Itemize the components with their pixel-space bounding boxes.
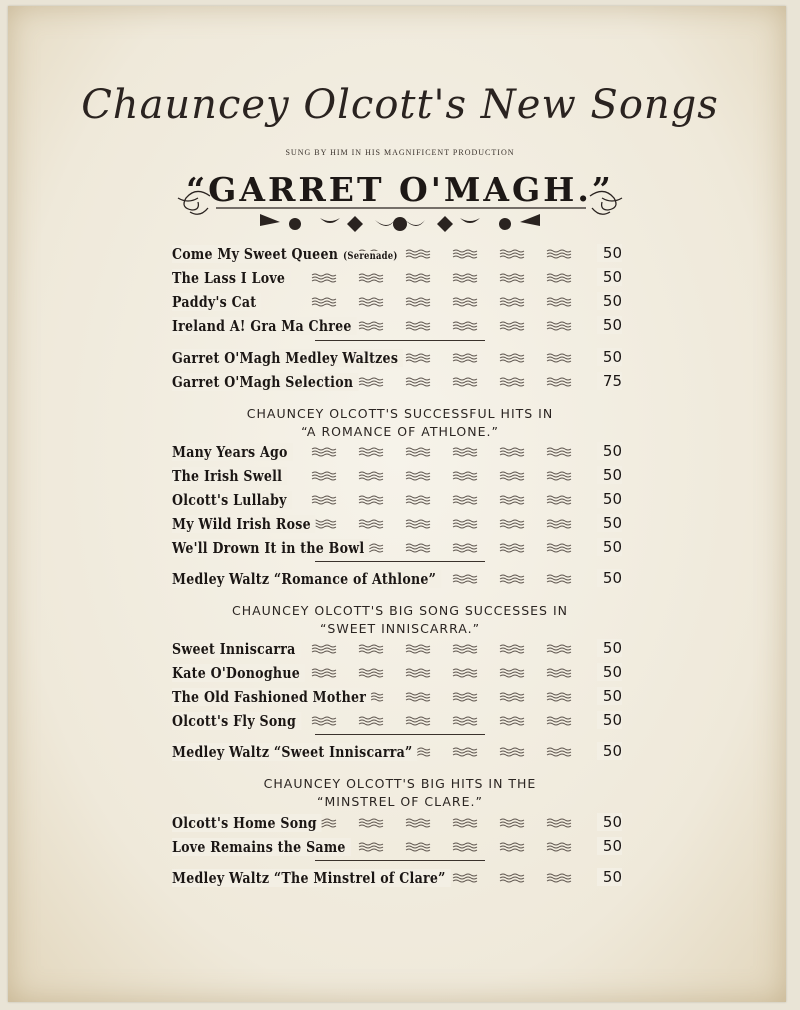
section-heading-line2: “SWEET INNISCARRA.” <box>319 621 481 636</box>
medley-row <box>172 568 630 590</box>
song-title <box>172 443 293 461</box>
song-price: 50 <box>597 639 622 657</box>
section-divider <box>315 561 485 562</box>
song-row <box>172 513 630 535</box>
song-title-text: Love Remains the Same <box>172 838 351 856</box>
song-row <box>172 243 630 265</box>
song-title-text: Medley Waltz “The Minstrel of Clare” <box>172 869 451 887</box>
song-price: 50 <box>597 442 622 460</box>
song-title <box>172 712 301 730</box>
song-title-text: Medley Waltz “Sweet Inniscarra” <box>172 743 418 761</box>
section-heading <box>0 405 800 441</box>
song-title <box>172 467 287 485</box>
song-price: 50 <box>597 868 622 886</box>
medley-row <box>172 371 630 393</box>
song-price: 50 <box>597 687 622 705</box>
song-price: 50 <box>597 538 622 556</box>
song-price: 50 <box>597 490 622 508</box>
song-title <box>172 869 451 887</box>
section-divider <box>315 340 485 341</box>
song-row <box>172 537 630 559</box>
song-row <box>172 489 630 511</box>
song-row <box>172 710 630 732</box>
song-price: 50 <box>597 663 622 681</box>
song-title <box>172 317 357 335</box>
song-title <box>172 640 301 658</box>
song-title-text: Garret O'Magh Selection <box>172 373 358 391</box>
song-title-text: Paddy's Cat <box>172 293 261 311</box>
song-row <box>172 662 630 684</box>
page-title: Chauncey Olcott's New Songs <box>81 82 719 128</box>
song-row <box>172 441 630 463</box>
song-title <box>172 743 418 761</box>
song-price: 50 <box>597 268 622 286</box>
song-title-text: Ireland A! Gra Ma Chree <box>172 317 357 335</box>
song-title <box>172 349 403 367</box>
song-price: 50 <box>597 514 622 532</box>
song-title <box>172 838 351 856</box>
song-row <box>172 686 630 708</box>
song-title <box>172 491 292 509</box>
song-price: 50 <box>597 244 622 262</box>
section-heading <box>0 775 800 811</box>
song-title-text: Many Years Ago <box>172 443 293 461</box>
song-title-text: Garret O'Magh Medley Waltzes <box>172 349 403 367</box>
medley-row <box>172 741 630 763</box>
section-heading-line1: CHAUNCEY OLCOTT'S SUCCESSFUL HITS IN <box>246 406 554 421</box>
medley-row <box>172 867 630 889</box>
song-row <box>172 638 630 660</box>
song-title <box>172 373 358 391</box>
song-title <box>172 515 316 533</box>
song-title-text: Kate O'Donoghue <box>172 664 305 682</box>
song-title <box>172 539 369 557</box>
song-title-text: The Lass I Love <box>172 269 290 287</box>
song-title-text: Sweet Inniscarra <box>172 640 301 658</box>
song-row <box>172 315 630 337</box>
song-title-text: Medley Waltz “Romance of Athlone” <box>172 570 441 588</box>
song-title <box>172 293 261 311</box>
song-title-text: Come My Sweet Queen <box>172 245 343 263</box>
song-row <box>172 291 630 313</box>
song-price: 50 <box>597 837 622 855</box>
song-price: 50 <box>597 569 622 587</box>
song-title-text: The Irish Swell <box>172 467 287 485</box>
song-title-text: Olcott's Lullaby <box>172 491 292 509</box>
song-title <box>172 814 322 832</box>
section-divider <box>315 860 485 861</box>
song-price: 50 <box>597 813 622 831</box>
song-title <box>172 688 371 706</box>
song-title-text: We'll Drown It in the Bowl <box>172 539 369 557</box>
song-price: 50 <box>597 711 622 729</box>
section-heading-line1: CHAUNCEY OLCOTT'S BIG HITS IN THE <box>263 776 537 791</box>
song-price: 75 <box>597 372 622 390</box>
section-heading-line2: “MINSTREL OF CLARE.” <box>317 794 483 809</box>
song-row <box>172 812 630 834</box>
song-title-text: Olcott's Home Song <box>172 814 322 832</box>
song-title-text: Olcott's Fly Song <box>172 712 301 730</box>
song-note: (Serenade) <box>343 251 398 262</box>
song-title <box>172 269 290 287</box>
section-heading <box>0 602 800 638</box>
song-price: 50 <box>597 348 622 366</box>
song-title <box>172 245 398 263</box>
show-title: “GARRET O'MAGH.” <box>186 170 614 209</box>
song-price: 50 <box>597 292 622 310</box>
song-price: 50 <box>597 742 622 760</box>
song-title <box>172 664 305 682</box>
section-heading-line1: CHAUNCEY OLCOTT'S BIG SONG SUCCESSES IN <box>231 603 569 618</box>
song-title-text: My Wild Irish Rose <box>172 515 316 533</box>
song-row <box>172 836 630 858</box>
song-price: 50 <box>597 466 622 484</box>
song-row <box>172 465 630 487</box>
medley-row <box>172 347 630 369</box>
page-subtitle: SUNG BY HIM IN HIS MAGNIFICENT PRODUCTION <box>285 148 515 157</box>
song-title-text: The Old Fashioned Mother <box>172 688 371 706</box>
song-row <box>172 267 630 289</box>
song-title <box>172 570 441 588</box>
section-heading-line2: “A ROMANCE OF ATHLONE.” <box>301 424 499 439</box>
section-divider <box>315 734 485 735</box>
song-price: 50 <box>597 316 622 334</box>
